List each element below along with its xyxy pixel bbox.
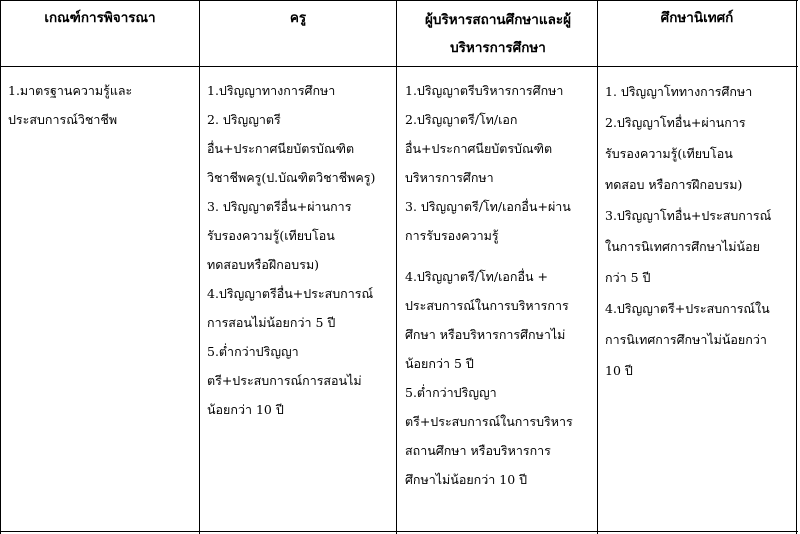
supervisor-line: 1. ปริญญาโททางการศึกษา — [605, 84, 753, 99]
administrator-line: ศึกษา หรือบริหารการศึกษาไม่ — [405, 327, 566, 342]
supervisor-line: 4.ปริญญาตรี+ประสบการณ์ใน — [605, 301, 770, 316]
administrator-line: ประสบการณ์ในการบริหารการ — [405, 298, 569, 313]
teacher-line: การสอนไม่น้อยกว่า 5 ปี — [207, 315, 336, 330]
table-top-border — [0, 0, 798, 1]
column-border-right — [796, 0, 797, 534]
supervisor-line: ในการนิเทศการศึกษาไม่น้อย — [605, 239, 760, 254]
criteria-line: 1.มาตรฐานความรู้และ — [8, 83, 133, 98]
supervisor-line: 10 ปี — [605, 363, 633, 378]
teacher-line: 2. ปริญญาตรี — [207, 112, 281, 127]
administrator-line: ตรี+ประสบการณ์ในการบริหาร — [405, 414, 573, 429]
header-supervisor: ศึกษานิเทศก์ — [660, 10, 734, 26]
supervisor-line: กว่า 5 ปี — [605, 270, 651, 285]
teacher-line: 1.ปริญญาทางการศึกษา — [207, 83, 336, 98]
administrator-line: 2.ปริญญาตรี/โท/เอก — [405, 112, 518, 127]
column-border-left — [0, 0, 1, 534]
teacher-line: 3. ปริญญาตรีอื่น+ผ่านการ — [207, 199, 352, 214]
administrator-line: การรับรองความรู้ — [405, 228, 499, 243]
administrator-line: 1.ปริญญาตรีบริหารการศึกษา — [405, 83, 564, 98]
teacher-line: ตรี+ประสบการณ์การสอนไม่ — [207, 373, 362, 388]
supervisor-line: ทดสอบ หรือการฝึกอบรม) — [605, 177, 743, 192]
criteria-line: ประสบการณ์วิชาชีพ — [8, 112, 118, 127]
administrator-line: สถานศึกษา หรือบริหารการ — [405, 443, 551, 458]
row-bottom-border — [0, 531, 798, 532]
column-border-2 — [396, 0, 397, 534]
administrator-line: อื่น+ประกาศนียบัตรบัณฑิต — [405, 141, 553, 156]
administrator-cell — [405, 76, 573, 494]
teacher-line: น้อยกว่า 10 ปี — [207, 402, 284, 417]
administrator-line: บริหารการศึกษา — [405, 170, 494, 185]
supervisor-line: การนิเทศการศึกษาไม่น้อยกว่า — [605, 332, 767, 347]
teacher-line: รับรองความรู้(เทียบโอน — [207, 228, 335, 243]
teacher-line: วิชาชีพครู(ป.บัณฑิตวิชาชีพครู) — [207, 170, 376, 185]
administrator-line: 4.ปริญญาตรี/โท/เอกอื่น + — [405, 269, 548, 284]
header-teacher: ครู — [289, 10, 307, 26]
teacher-line: อื่น+ประกาศนียบัตรบัณฑิต — [207, 141, 355, 156]
criteria-cell — [8, 76, 132, 134]
teacher-line: ทดสอบหรือฝึกอบรม) — [207, 257, 320, 272]
administrator-spacer — [405, 250, 573, 262]
teacher-line: 5.ต่ำกว่าปริญญา — [207, 344, 299, 359]
teacher-line: 4.ปริญญาตรีอื่น+ประสบการณ์ — [207, 286, 374, 301]
administrator-line: 3. ปริญญาตรี/โท/เอกอื่น+ผ่าน — [405, 199, 571, 214]
column-border-3 — [597, 0, 598, 534]
supervisor-cell — [605, 76, 771, 386]
header-criteria: เกณฑ์การพิจารณา — [44, 10, 156, 26]
administrator-line: ศึกษาไม่น้อยกว่า 10 ปี — [405, 472, 528, 487]
teacher-cell — [207, 76, 375, 424]
supervisor-line: 3.ปริญญาโทอื่น+ประสบการณ์ — [605, 208, 772, 223]
administrator-line: 5.ต่ำกว่าปริญญา — [405, 385, 497, 400]
supervisor-line: รับรองความรู้(เทียบโอน — [605, 146, 733, 161]
header-administrator: ผู้บริหารสถานศึกษาและผู้บริหารการศึกษา — [424, 12, 572, 56]
administrator-line: น้อยกว่า 5 ปี — [405, 356, 474, 371]
column-border-1 — [199, 0, 200, 534]
supervisor-line: 2.ปริญญาโทอื่น+ผ่านการ — [605, 115, 746, 130]
header-divider — [0, 66, 798, 67]
